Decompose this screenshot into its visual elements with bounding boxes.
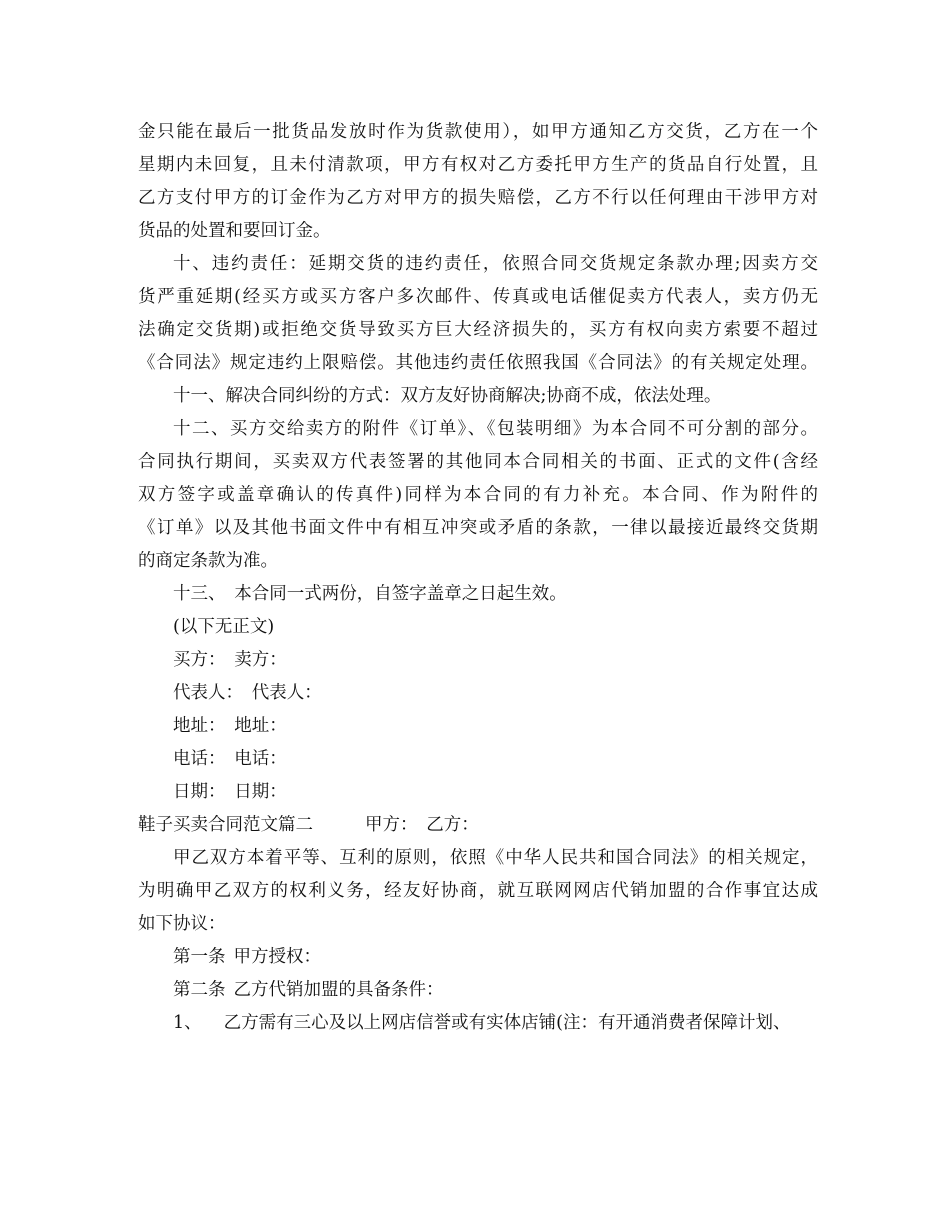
paragraph-line: 星期内未回复，且未付清款项，甲方有权对乙方委托甲方生产的货品自行处置，且	[138, 155, 818, 175]
signature-representative: 代表人： 代表人：	[173, 683, 322, 703]
signature-phone: 电话： 电话：	[173, 749, 287, 769]
clause-thirteen-line: 十三、 本合同一式两份，自签字盖章之日起生效。	[173, 584, 567, 604]
item-text: 乙方需有三心及以上网店信誉或有实体店铺(注：有开通消费者保障计划、	[223, 1013, 791, 1033]
paragraph-line: 合同执行期间，买卖双方代表签署的其他同本合同相关的书面、正式的文件(含经	[138, 452, 818, 472]
signature-date: 日期： 日期：	[173, 782, 287, 802]
document-body	[138, 116, 818, 1040]
condition-item-line	[138, 1007, 818, 1040]
article-number: 第二条	[173, 980, 226, 1000]
paragraph-line: 《订单》以及其他书面文件中有相互冲突或矛盾的条款，一律以最接近最终交货期	[138, 518, 818, 538]
clause-eleven-line: 十一、解决合同纠纷的方式：双方友好协商解决;协商不成，依法处理。	[173, 386, 722, 406]
paragraph-line: 乙方支付甲方的订金作为乙方对甲方的损失赔偿，乙方不行以任何理由干涉甲方对	[138, 188, 818, 208]
item-number: 1、	[173, 1013, 202, 1033]
article-title: 乙方代销加盟的具备条件：	[233, 980, 444, 1000]
paragraph-line: 双方签字或盖章确认的传真件)同样为本合同的有力补充。本合同、作为附件的	[138, 485, 818, 505]
clause-ten-line: 十、违约责任：延期交货的违约责任，依照合同交货规定条款办理;因卖方交	[173, 254, 818, 274]
signature-buyer-seller: 买方： 卖方：	[173, 650, 287, 670]
paragraph-line: 法确定交货期)或拒绝交货导致买方巨大经济损失的，买方有权向卖方索要不超过	[138, 320, 818, 340]
paragraph-line: 如下协议：	[138, 914, 226, 934]
paragraph-line: 货品的处置和要回订金。	[138, 221, 331, 241]
article-one-line	[138, 941, 818, 974]
preamble-line: 甲乙双方本着平等、互利的原则，依照《中华人民共和国合同法》的相关规定，	[173, 848, 818, 868]
second-contract-heading-line	[138, 809, 818, 842]
clause-twelve-line: 十二、买方交给卖方的附件《订单》、《包装明细》为本合同不可分割的部分。	[173, 419, 818, 439]
signature-address: 地址： 地址：	[173, 716, 287, 736]
article-title: 甲方授权：	[233, 947, 321, 967]
party-labels: 甲方： 乙方：	[365, 815, 479, 835]
paragraph-line: 的商定条款为准。	[138, 551, 278, 571]
paragraph-line: 为明确甲乙双方的权利义务，经友好协商，就互联网网店代销加盟的合作事宜达成	[138, 881, 818, 901]
paragraph-line: 金只能在最后一批货品发放时作为货款使用），如甲方通知乙方交货，乙方在一个	[138, 122, 818, 142]
paragraph-line: 《合同法》规定违约上限赔偿。其他违约责任依照我国《合同法》的有关规定处理。	[138, 353, 818, 373]
article-number: 第一条	[173, 947, 226, 967]
paragraph-line: 货严重延期(经买方或买方客户多次邮件、传真或电话催促卖方代表人，卖方仍无	[138, 287, 818, 307]
no-further-text-note: (以下无正文)	[173, 617, 275, 637]
article-two-line	[138, 974, 818, 1007]
second-contract-title: 鞋子买卖合同范文篇二	[138, 815, 313, 835]
